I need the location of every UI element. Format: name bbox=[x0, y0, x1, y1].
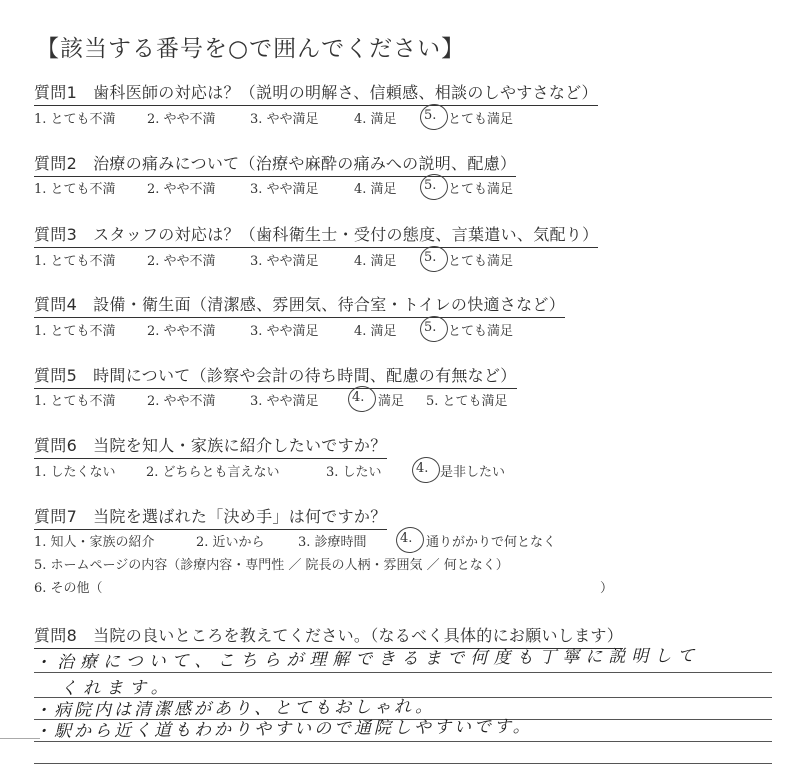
option-5: 5. とても満足 bbox=[426, 394, 508, 409]
option-2: 2. やや不満 bbox=[147, 182, 216, 197]
ruled-line bbox=[34, 741, 772, 742]
option-4-selected: 4. bbox=[416, 461, 428, 476]
option-1: 1. とても不満 bbox=[34, 394, 116, 409]
option-2: 2. やや不満 bbox=[147, 112, 216, 127]
question-5 bbox=[34, 363, 517, 389]
option-6-close: ） bbox=[600, 581, 614, 596]
option-5: 5. ホームページの内容（診療内容・専門性 ／ 院長の人柄・雰囲気 ／ 何となく） bbox=[34, 558, 509, 573]
question-text: 当院を知人・家族に紹介したいですか？ bbox=[93, 436, 387, 455]
option-5-selected: 5. bbox=[424, 108, 436, 123]
margin-stub-line bbox=[0, 738, 40, 739]
option-3: 3. やや満足 bbox=[250, 254, 319, 269]
question-number: 質問8 bbox=[34, 626, 78, 645]
question-number: 質問5 bbox=[34, 366, 78, 385]
question-7 bbox=[34, 504, 387, 530]
option-4-label: 満足 bbox=[378, 394, 405, 409]
option-4-label: 通りがかりで何となく bbox=[426, 535, 557, 550]
question-3 bbox=[34, 222, 598, 248]
option-5-selected: 5. bbox=[424, 250, 436, 265]
answer-circle bbox=[394, 525, 425, 555]
option-5-label: とても満足 bbox=[448, 324, 514, 339]
page-title: 【該当する番号を○で囲んでください】 bbox=[36, 36, 466, 62]
question-text: 当院を選ばれた「決め手」は何ですか？ bbox=[93, 507, 387, 526]
option-2: 2. どちらとも言えない bbox=[146, 465, 280, 480]
option-4: 4. 満足 bbox=[354, 182, 397, 197]
option-3: 3. したい bbox=[326, 465, 382, 480]
answer-line-4: ・駅から近く道もわかりやすいので通院しやすいです。 bbox=[33, 716, 533, 742]
answer-circle bbox=[418, 102, 449, 132]
option-4: 4. 満足 bbox=[354, 112, 397, 127]
question-text: 歯科医師の対応は？（説明の明解さ、信頼感、相談のしやすさなど） bbox=[93, 83, 598, 102]
option-2: 2. やや不満 bbox=[147, 324, 216, 339]
question-1 bbox=[34, 80, 598, 106]
question-number: 質問1 bbox=[34, 83, 78, 102]
question-4 bbox=[34, 292, 565, 318]
option-2: 2. 近いから bbox=[196, 535, 265, 550]
option-5-label: とても満足 bbox=[448, 112, 514, 127]
option-2: 2. やや不満 bbox=[147, 254, 216, 269]
option-3: 3. 診療時間 bbox=[298, 535, 367, 550]
option-5-label: とても満足 bbox=[448, 254, 514, 269]
option-2: 2. やや不満 bbox=[147, 394, 216, 409]
answer-line-3: ・病院内は清潔感があり、とてもおしゃれ。 bbox=[33, 696, 436, 721]
option-4-label: 是非したい bbox=[440, 465, 506, 480]
question-number: 質問4 bbox=[34, 295, 78, 314]
answer-line-1: ・治療について、こちらが理解できるまで何度も丁寧に説明して bbox=[33, 646, 701, 673]
option-4: 4. 満足 bbox=[354, 254, 397, 269]
answer-circle bbox=[418, 244, 449, 274]
option-1: 1. 知人・家族の紹介 bbox=[34, 535, 155, 550]
option-1: 1. したくない bbox=[34, 465, 116, 480]
answer-circle bbox=[418, 314, 449, 344]
question-number: 質問6 bbox=[34, 436, 78, 455]
question-text: 設備・衛生面（清潔感、雰囲気、待合室・トイレの快適さなど） bbox=[93, 295, 565, 314]
option-3: 3. やや満足 bbox=[250, 112, 319, 127]
question-number: 質問3 bbox=[34, 225, 78, 244]
option-3: 3. やや満足 bbox=[250, 182, 319, 197]
question-6 bbox=[34, 433, 387, 459]
option-1: 1. とても不満 bbox=[34, 254, 116, 269]
option-1: 1. とても不満 bbox=[34, 182, 116, 197]
option-1: 1. とても不満 bbox=[34, 112, 116, 127]
option-3: 3. やや満足 bbox=[250, 324, 319, 339]
question-number: 質問2 bbox=[34, 154, 78, 173]
ruled-line bbox=[34, 763, 772, 764]
option-4: 4. 満足 bbox=[354, 324, 397, 339]
option-5-selected: 5. bbox=[424, 320, 436, 335]
question-text: スタッフの対応は？（歯科衛生士・受付の態度、言葉遣い、気配り） bbox=[93, 225, 599, 244]
question-text: 時間について（診察や会計の待ち時間、配慮の有無など） bbox=[93, 366, 517, 385]
option-5-label: とても満足 bbox=[448, 182, 514, 197]
option-4-selected: 4. bbox=[352, 390, 364, 405]
option-6: 6. その他（ bbox=[34, 581, 103, 596]
question-number: 質問7 bbox=[34, 507, 78, 526]
option-1: 1. とても不満 bbox=[34, 324, 116, 339]
option-4-selected: 4. bbox=[400, 531, 412, 546]
option-3: 3. やや満足 bbox=[250, 394, 319, 409]
question-text: 当院の良いところを教えてください。（なるべく具体的にお願いします） bbox=[93, 626, 623, 645]
option-5-selected: 5. bbox=[424, 178, 436, 193]
answer-circle bbox=[410, 455, 441, 485]
question-text: 治療の痛みについて（治療や麻酔の痛みへの説明、配慮） bbox=[93, 154, 517, 173]
answer-line-2: くれます。 bbox=[59, 677, 174, 699]
question-2 bbox=[34, 151, 516, 177]
